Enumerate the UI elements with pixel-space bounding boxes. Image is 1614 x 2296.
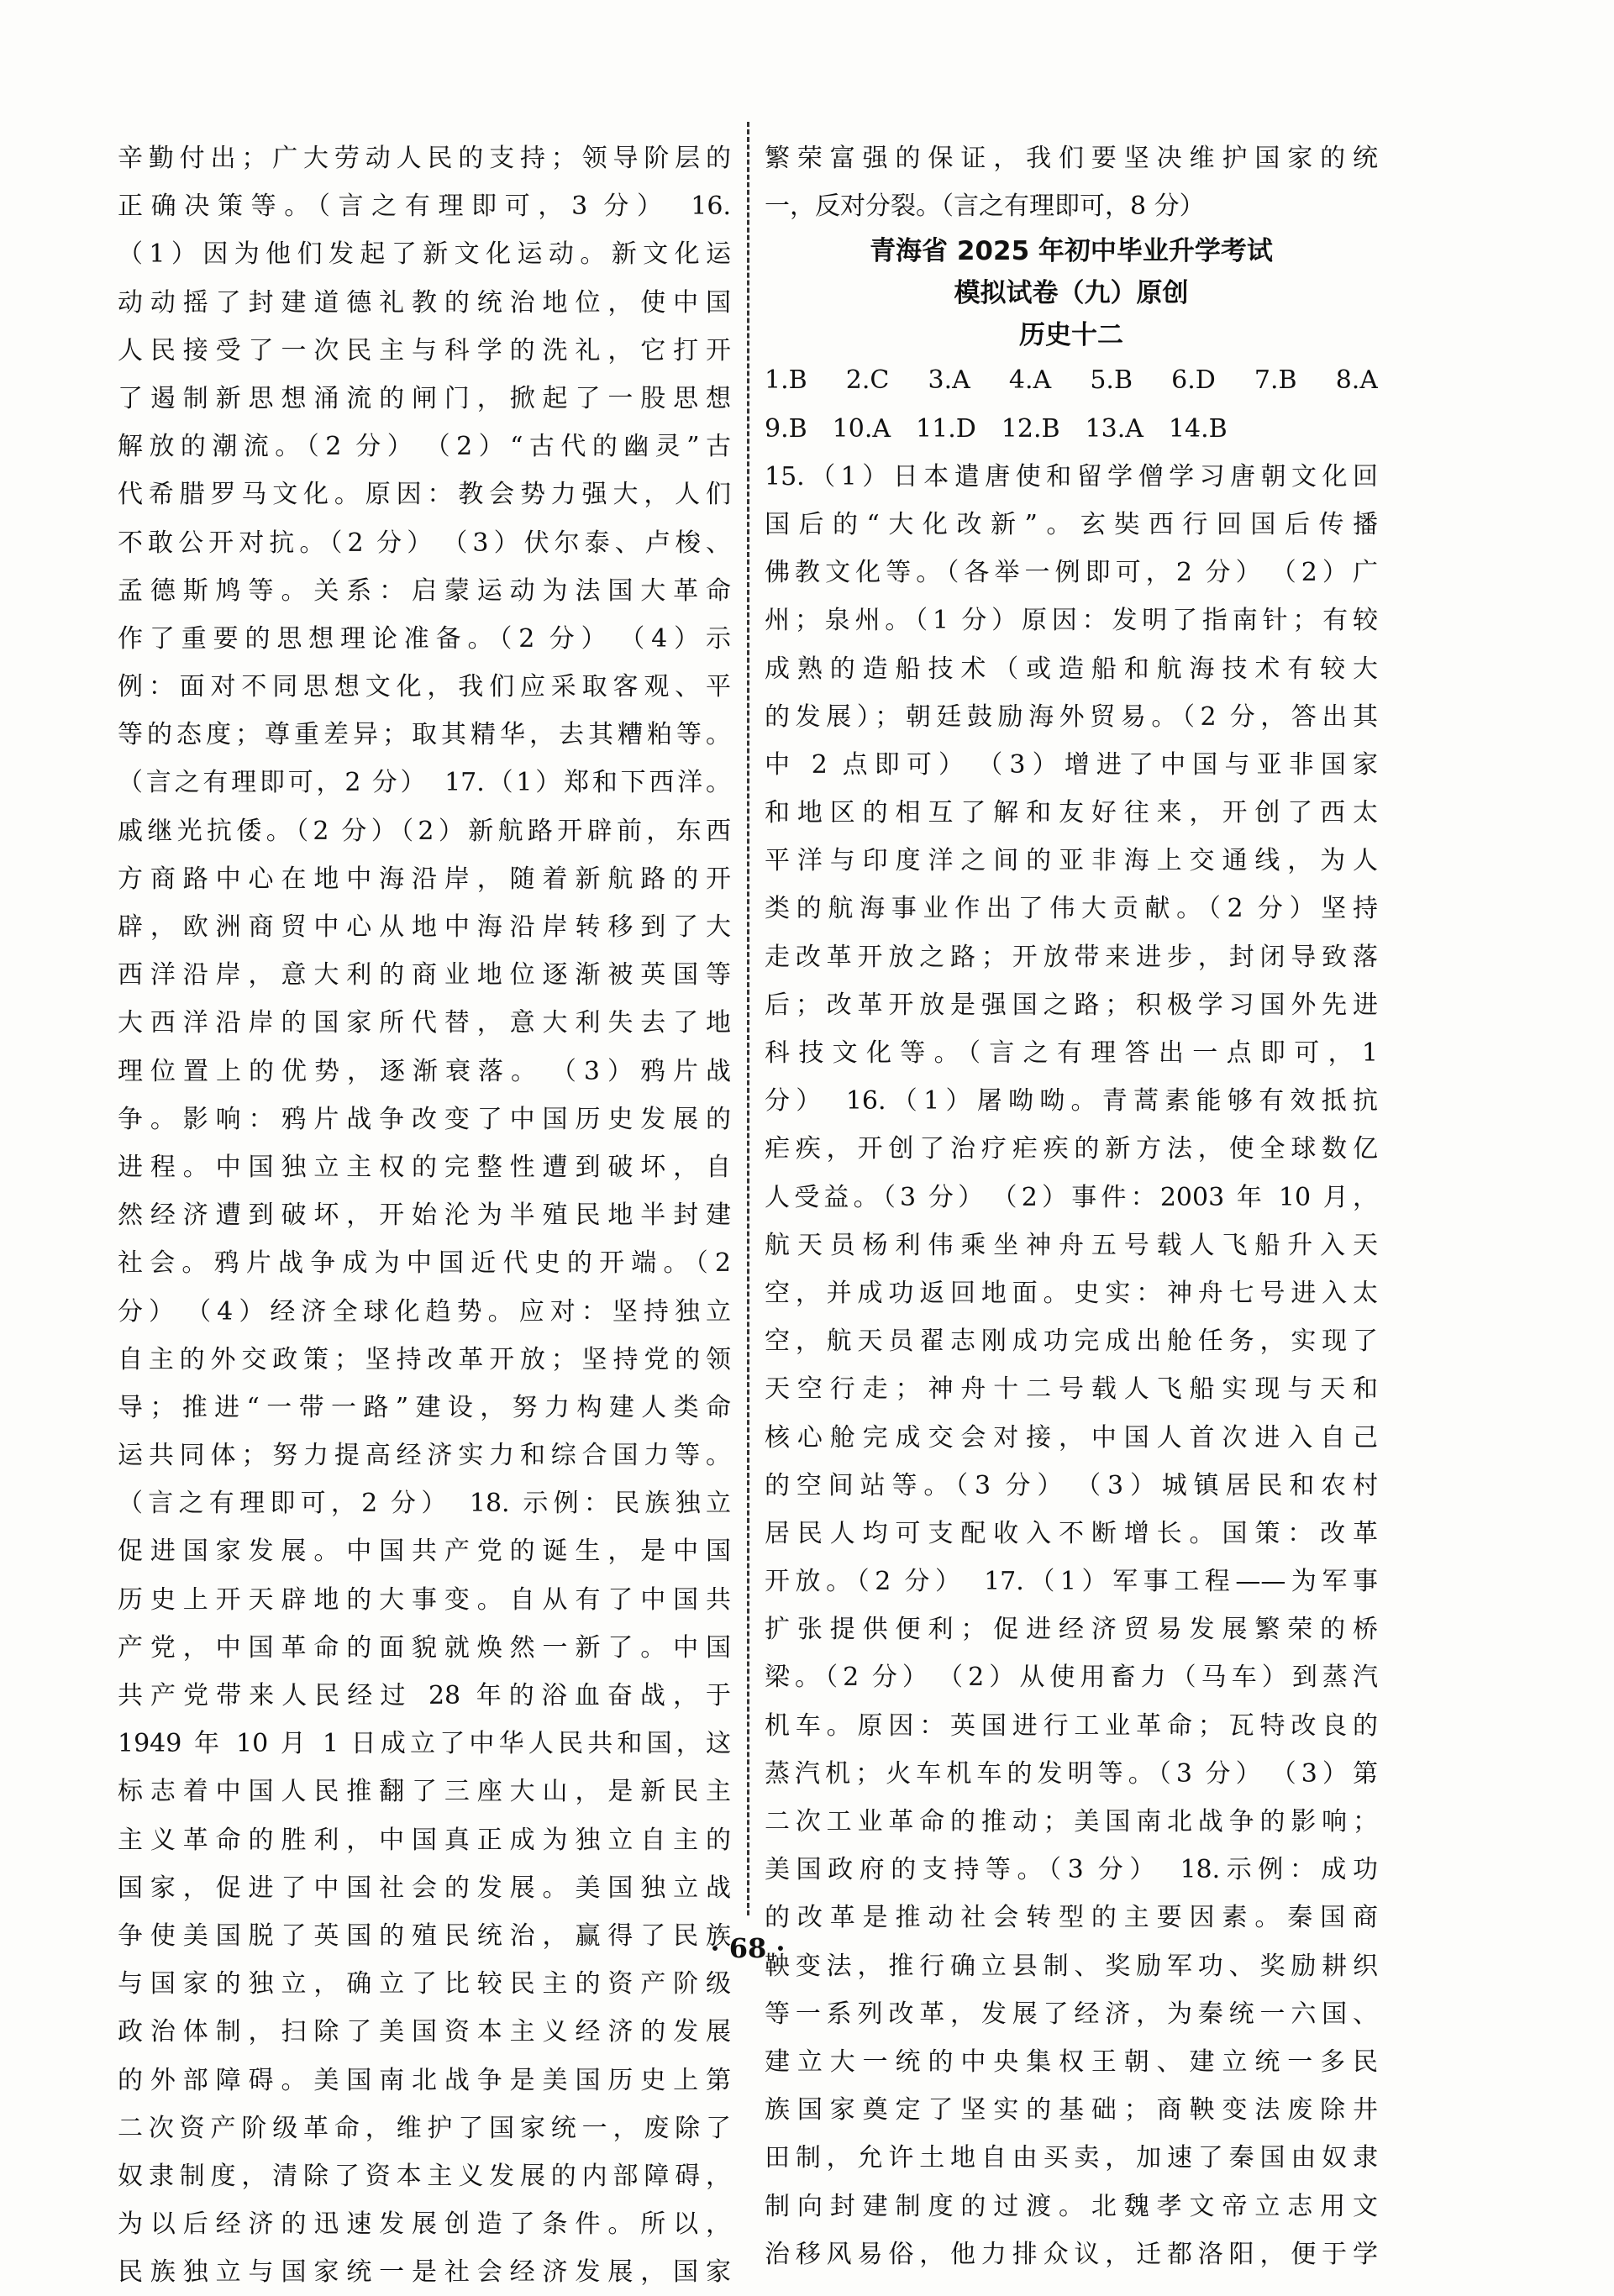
text-line: 州；泉州。（1 分）原因：发明了指南针；有较 [765, 606, 1378, 636]
text-line: 空，并成功返回地面。史实：神舟七号进入太 [765, 1278, 1378, 1308]
text-line: 大西洋沿岸的国家所代替，意大利失去了地 [118, 1008, 731, 1038]
text-line: 作了重要的思想理论准备。（2 分） （4）示 [118, 623, 731, 654]
text-line: 分） 16.（1）屠呦呦。青蒿素能够有效抵抗 [765, 1086, 1378, 1116]
text-line: 运共同体；努力提高经济实力和综合国力等。 [118, 1441, 731, 1471]
exam-subtitle: 模拟试卷（九）原创 [954, 278, 1189, 309]
text-line: 分） （4）经济全球化趋势。应对：坚持独立 [118, 1296, 731, 1327]
text-line: 动动摇了封建道德礼教的统治地位，使中国 [118, 287, 731, 318]
text-line: 人民接受了一次民主与科学的洗礼，它打开 [118, 335, 731, 365]
text-line: 繁荣富强的保证，我们要坚决维护国家的统 [765, 144, 1378, 173]
text-line: 例：面对不同思想文化，我们应采取客观、平 [118, 672, 731, 702]
text-line: 共产党带来人民经过 28 年的浴血奋战，于 [118, 1681, 731, 1710]
text-line: 居民人均可支配收入不断增长。国策：改革 [765, 1518, 1378, 1548]
text-line: 政治体制，扫除了美国资本主义经济的发展 [118, 2017, 731, 2047]
text-line: 与国家的独立，确立了比较民主的资产阶级 [118, 1969, 731, 1999]
text-line: 奴隶制度，清除了资本主义发展的内部障碍， [118, 2161, 731, 2191]
text-line: 类的航海事业作出了伟大贡献。（2 分）坚持 [765, 894, 1378, 924]
text-line: 争。影响：鸦片战争改变了中国历史发展的 [118, 1104, 731, 1134]
text-line: 孟德斯鸠等。关系：启蒙运动为法国大革命 [118, 575, 731, 606]
text-line: 走改革开放之路；开放带来进步，封闭导致落 [765, 942, 1378, 972]
text-line: 导；推进“一带一路”建设，努力构建人类命 [118, 1392, 731, 1422]
text-line: 核心舱完成交会对接，中国人首次进入自己 [765, 1422, 1378, 1453]
text-line: 西洋沿岸，意大利的商业地位逐渐被英国等 [118, 960, 731, 990]
text-line: 辟，欧洲商贸中心从地中海沿岸转移到了大 [118, 912, 731, 942]
text-line: 1949 年 10 月 1 日成立了中华人民共和国，这 [118, 1729, 731, 1759]
text-line: 机车。原因：英国进行工业革命；瓦特改良的 [765, 1710, 1378, 1741]
text-line: 等的态度；尊重差异；取其精华，去其糟粕等。 [118, 720, 731, 750]
text-line: （言之有理即可，2 分） 18. 示例：民族独立 [118, 1489, 731, 1519]
text-line: 平洋与印度洋之间的亚非海上交通线，为人 [765, 846, 1378, 876]
text-line: 15.（1）日本遣唐使和留学僧学习唐朝文化回 [765, 461, 1378, 491]
text-line: 人受益。（3 分） （2）事件：2003 年 10 月， [765, 1182, 1378, 1212]
text-line: 制向封建制度的过渡。北魏孝文帝立志用文 [765, 2191, 1378, 2221]
text-line: 田制，允许土地自由买卖，加速了秦国由奴隶 [765, 2143, 1378, 2173]
text-line: 美国政府的支持等。（3 分） 18.示例：成功 [765, 1855, 1378, 1885]
text-line: 的发展）；朝廷鼓励海外贸易。（2 分，答出其 [765, 701, 1378, 732]
choice-answers-line: 9.B 10.A 11.D 12.B 13.A 14.B [765, 413, 1228, 444]
text-line: 方商路中心在地中海沿岸，随着新航路的开 [118, 864, 731, 894]
text-line: 的空间站等。（3 分） （3）城镇居民和农村 [765, 1470, 1378, 1500]
text-line: 辛勤付出；广大劳动人民的支持；领导阶层的 [118, 144, 731, 173]
text-line: 不敢公开对抗。（2 分） （3）伏尔泰、卢梭、 [118, 528, 731, 558]
text-line: 国后的“大化改新”。玄奘西行回国后传播 [765, 509, 1378, 539]
left-column [118, 134, 731, 2296]
text-line: 和地区的相互了解和友好往来，开创了西太 [765, 798, 1378, 828]
text-line: 科技文化等。（言之有理答出一点即可，1 [765, 1038, 1378, 1068]
text-line: 鞅变法，推行确立县制、奖励军功、奖励耕织 [765, 1951, 1378, 1981]
text-line: 正确决策等。（言之有理即可，3 分） 16. [118, 192, 731, 222]
text-line: 成熟的造船技术（或造船和航海技术有较大 [765, 654, 1378, 684]
exam-subject: 历史十二 [1019, 320, 1123, 351]
text-line: 天空行走；神舟十二号载人飞船实现与天和 [765, 1374, 1378, 1405]
text-line: 佛教文化等。（各举一例即可，2 分） （2）广 [765, 558, 1378, 588]
column-divider [747, 122, 749, 1915]
text-line: 民族独立与国家统一是社会经济发展，国家 [118, 2257, 731, 2288]
text-line: 国家，促进了中国社会的发展。美国独立战 [118, 1873, 731, 1903]
text-line: 为以后经济的迅速发展创造了条件。所以， [118, 2209, 731, 2240]
text-line: 产党，中国革命的面貌就焕然一新了。中国 [118, 1632, 731, 1663]
text-line: 空，航天员翟志刚成功完成出舱任务，实现了 [765, 1327, 1378, 1357]
text-line: 开放。（2 分） 17.（1）军事工程——为军事 [765, 1567, 1378, 1597]
text-line: 一，反对分裂。（言之有理即可，8 分） [765, 192, 1205, 222]
text-line: 二次资产阶级革命，维护了国家统一，废除了 [118, 2113, 731, 2143]
text-line: 代希腊罗马文化。原因：教会势力强大，人们 [118, 480, 731, 510]
text-line: 的改革是推动社会转型的主要因素。秦国商 [765, 1903, 1378, 1933]
text-line: 理位置上的优势，逐渐衰落。 （3）鸦片战 [118, 1056, 731, 1086]
text-line: 后；改革开放是强国之路；积极学习国外先进 [765, 990, 1378, 1020]
text-line: 蒸汽机；火车机车的发明等。（3 分） （3）第 [765, 1758, 1378, 1789]
text-line: 历史上开天辟地的大事变。自从有了中国共 [118, 1584, 731, 1615]
text-line: 建立大一统的中央集权王朝、建立统一多民 [765, 2046, 1378, 2077]
text-line: 自主的外交政策；坚持改革开放；坚持党的领 [118, 1344, 731, 1374]
text-line: 疟疾，开创了治疗疟疾的新方法，使全球数亿 [765, 1134, 1378, 1164]
text-line: 梁。（2 分） （2）从使用畜力（马车）到蒸汽 [765, 1663, 1378, 1693]
text-line: 扩张提供便利；促进经济贸易发展繁荣的桥 [765, 1615, 1378, 1645]
text-line: 促进国家发展。中国共产党的诞生，是中国 [118, 1537, 731, 1567]
text-line: 二次工业革命的推动；美国南北战争的影响； [765, 1807, 1378, 1836]
text-line: 社会。鸦片战争成为中国近代史的开端。（2 [118, 1248, 731, 1279]
text-line: 然经济遭到破坏，开始沦为半殖民地半封建 [118, 1201, 731, 1231]
choice-answers-line: 1.B 2.C 3.A 4.A 5.B 6.D 7.B 8.A [765, 365, 1378, 396]
text-line: 的外部障碍。美国南北战争是美国历史上第 [118, 2065, 731, 2095]
text-line: 等一系列改革，发展了经济，为秦统一六国、 [765, 1999, 1378, 2029]
text-line: 中 2 点即可） （3）增进了中国与亚非国家 [765, 749, 1378, 780]
text-line: 解放的潮流。（2 分） （2）“古代的幽灵”古 [118, 432, 731, 462]
text-line: 治移风易俗，他力排众议，迁都洛阳，便于学 [765, 2239, 1378, 2269]
text-line: 族国家奠定了坚实的基础；商鞅变法废除井 [765, 2095, 1378, 2125]
text-line: 争使美国脱了英国的殖民统治，赢得了民族 [118, 1920, 731, 1951]
text-line: 进程。中国独立主权的完整性遭到破坏，自 [118, 1152, 731, 1182]
text-line: 了遏制新思想涌流的闸门，掀起了一股思想 [118, 383, 731, 413]
text-line: 主义革命的胜利，中国真正成为独立自主的 [118, 1825, 731, 1855]
text-line: 戚继光抗倭。（2 分）（2）新航路开辟前，东西 [118, 816, 731, 846]
text-line: 标志着中国人民推翻了三座大山，是新民主 [118, 1777, 731, 1807]
text-line: （1）因为他们发起了新文化运动。新文化运 [118, 239, 731, 270]
text-line: 航天员杨利伟乘坐神舟五号载人飞船升入天 [765, 1230, 1378, 1260]
page-number: · 68 · [710, 1932, 786, 1964]
exam-title: 青海省 2025 年初中毕业升学考试 [870, 236, 1273, 267]
text-line: （言之有理即可，2 分） 17.（1）郑和下西洋。 [118, 768, 731, 798]
